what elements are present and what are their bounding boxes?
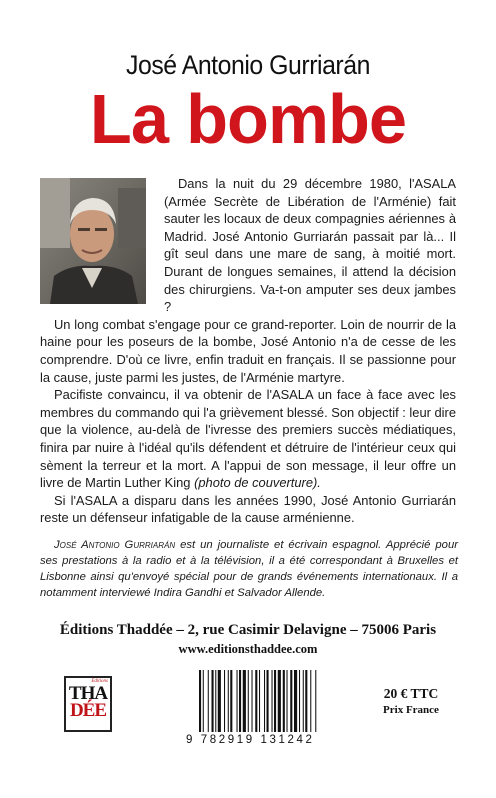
author-bio [40,537,458,601]
blurb-paragraph-3 [40,386,456,492]
bio-text: est un journaliste et écrivain espagnol. Apprécié pour ses prestations à la radio et à la télévision, il a été correspondant à Bruxelles et Lisbonne ainsi qu'envoyé spécial pour de grands événements internationaux. Il a notamment interviewé Indira Gandhi et Salvador Allende. [40,539,458,599]
bio-author-name: José Antonio Gurriarán [54,539,176,551]
price-amount: 20 € TTC [383,686,439,701]
price-label: Prix France [383,704,439,716]
logo-line-2: DÉE [69,700,107,721]
back-cover-blurb [40,175,456,527]
blurb-paragraph-2: Un long combat s'engage pour ce grand-reporter. Loin de nourrir de la haine pour les poseurs de la bombe, José Antonio n'a de cesse de les comprendre. D'où ce livre, enfin traduit en français. Il se passionne pour la cause, juste parmi les justes, de l'Arménie martyre. [40,316,456,385]
book-title: La bombe [89,80,407,158]
isbn-number: 9 782919 131242 [186,734,315,746]
publisher-website: www.editionsthaddee.com [178,642,318,656]
blurb-paragraph-4: Si l'ASALA a disparu dans les années 1990, José Antonio Gurriarán reste un défenseur infatigable de la cause arménienne. [40,492,456,526]
publisher-address: Éditions Thaddée – 2, rue Casimir Delavigne – 75006 Paris [59,622,437,638]
author-name: José Antonio Gurriarán [126,50,370,80]
logo-line-1: THA [68,683,108,704]
blurb-paragraph-3-text: Pacifiste convaincu, il va obtenir de l'ASALA un face à face avec les membres du commando qui l'a grièvement blessé. Son objectif : leur dire que la violence, au-delà de l'ivresse des premiers succès médiatiques, finira par nuire à l'idéal qu'ils défendent et détruire de l'intérieur ceux qui sèment la terreur et la mort. A l'appui de son message, il leur offre un livre de Martin Luther King [40,387,456,491]
logo-small-label: Éditions [91,679,108,684]
publisher-logo [64,676,112,732]
blurb-paragraph-1: Dans la nuit du 29 décembre 1980, l'ASALA (Armée Secrète de Libération de l'Arménie) fait sauter les locaux de deux compagnies aériennes à Madrid. José Antonio Gurriarán passait par là... Il gît seul dans une mare de sang, à moitié mort. Durant de longues semaines, il attend la décision des chirurgiens. Va-t-on amputer ses deux jambes ? [164,176,456,315]
photo-caption-note: (photo de couverture). [194,475,321,491]
barcode-bars-image [196,670,351,732]
